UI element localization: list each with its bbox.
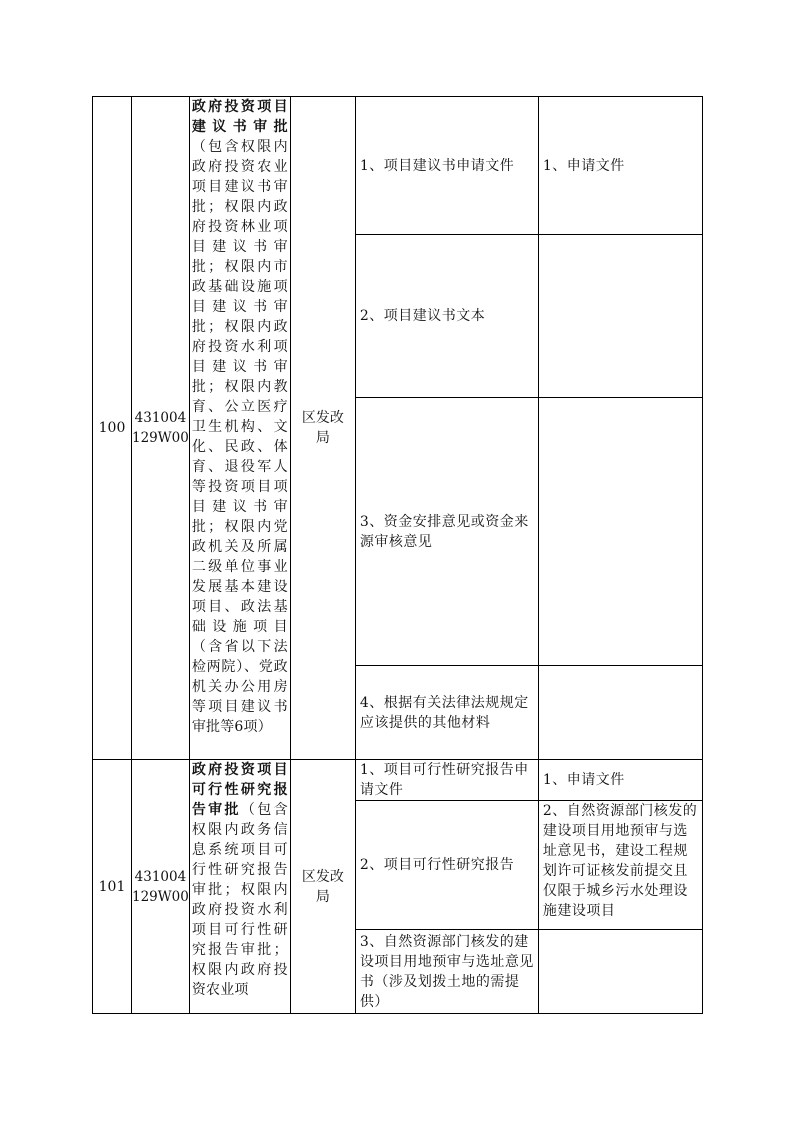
remark-item: 2、自然资源部门核发的建设项目用地预审与选址意见书，建设工程规划许可证核发前提交且仅限于城乡污水处理设施建设项目 xyxy=(538,801,702,930)
row-number: 100 xyxy=(93,97,132,760)
item-name-bold: 政府投资项目建议书审批 xyxy=(191,99,288,135)
remark-item: 1、申请文件 xyxy=(538,760,702,801)
material-item: 1、项目可行性研究报告申请文件 xyxy=(355,760,538,801)
remark-item xyxy=(538,666,702,760)
row-number: 101 xyxy=(93,760,132,1014)
material-item: 3、资金安排意见或资金来源审核意见 xyxy=(355,398,538,666)
item-name-detail: （包含权限内政府投资农业项目建议书审批；权限内政府投资林业项目建议书审批；权限内市政基础设施项目建议书审批；权限内政府投资水利项目建议书审批；权限内教育、公立医疗卫生机构、文化、民政、体育、退役军人等投资项目项目建议书审批；权限内党政机关及所属二级单位事业发展基本建设项目、政法基础设施项目（含省以下法检两院）、党政机关办公用房等项目建议书审批等6项） xyxy=(191,139,288,735)
material-item: 4、根据有关法律法规规定应该提供的其他材料 xyxy=(355,666,538,760)
item-name xyxy=(189,97,290,760)
remark-item: 1、申请文件 xyxy=(538,97,702,235)
department: 区发改局 xyxy=(290,97,355,760)
department: 区发改局 xyxy=(290,760,355,1014)
table-row xyxy=(93,760,703,801)
material-item: 1、项目建议书申请文件 xyxy=(355,97,538,235)
item-name xyxy=(189,760,290,1014)
material-item: 2、项目建议书文本 xyxy=(355,235,538,398)
table-row xyxy=(93,97,703,235)
approval-items-table xyxy=(92,96,703,1014)
remark-item xyxy=(538,398,702,666)
item-code: 431004 129W00 xyxy=(132,97,190,760)
item-code: 431004 129W00 xyxy=(132,760,190,1014)
item-name-bold: 政府投资项目可行性研究报告审批 xyxy=(191,762,288,818)
item-name-detail: （包含权限内政务信息系统项目可行性研究报告审批；权限内政府投资水利项目可行性研究报告审批；权限内政府投资农业项 xyxy=(191,802,288,998)
remark-item xyxy=(538,930,702,1014)
remark-item xyxy=(538,235,702,398)
material-item: 2、项目可行性研究报告 xyxy=(355,801,538,930)
material-item: 3、自然资源部门核发的建设项目用地预审与选址意见书（涉及划拨土地的需提供） xyxy=(355,930,538,1014)
